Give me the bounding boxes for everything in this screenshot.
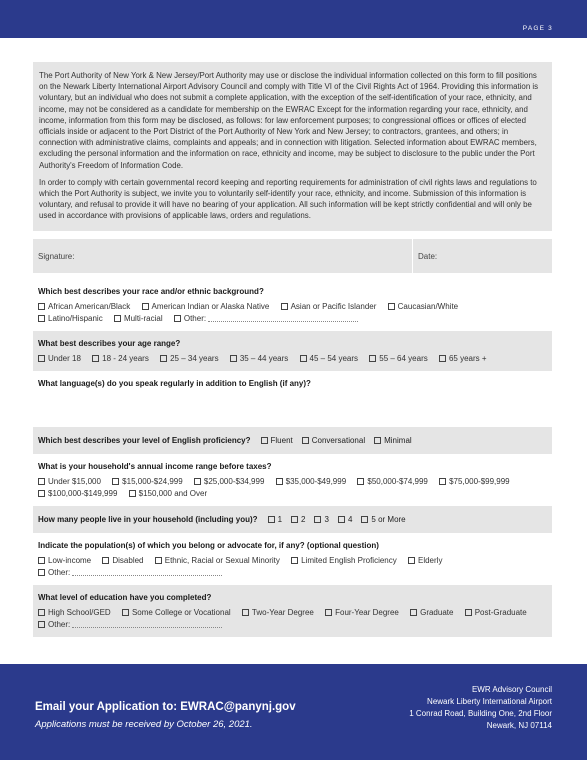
education-section [33, 585, 552, 637]
race-option-multi-racial[interactable]: Multi-racial [114, 313, 163, 325]
english-option[interactable]: Fluent [261, 436, 293, 445]
income-option[interactable]: $100,000-$149,999 [38, 488, 117, 500]
checkbox-icon[interactable] [408, 557, 415, 564]
checkbox-icon[interactable] [268, 516, 275, 523]
checkbox-icon[interactable] [410, 609, 417, 616]
income-section [33, 454, 552, 506]
address-line: Newark Liberty International Airport [427, 697, 552, 706]
checkbox-icon[interactable] [242, 609, 249, 616]
checkbox-icon[interactable] [194, 478, 201, 485]
checkbox-icon[interactable] [38, 355, 45, 362]
education-option[interactable]: Four-Year Degree [325, 607, 399, 619]
mailing-address [409, 684, 552, 732]
race-option-latino[interactable]: Latino/Hispanic [38, 313, 103, 325]
income-option[interactable]: $50,000-$74,999 [357, 476, 428, 488]
education-option-other[interactable]: Other: [38, 619, 222, 631]
language-question: What language(s) do you speak regularly in addition to English (if any)? [38, 378, 311, 388]
education-option[interactable]: High School/GED [38, 607, 111, 619]
race-option-american-indian[interactable]: American Indian or Alaska Native [142, 301, 270, 313]
income-question: What is your household's annual income range before taxes? [38, 461, 272, 471]
checkbox-icon[interactable] [276, 478, 283, 485]
checkbox-icon[interactable] [338, 516, 345, 523]
checkbox-icon[interactable] [38, 557, 45, 564]
age-option[interactable]: 45 – 54 years [300, 353, 358, 365]
english-section [33, 427, 552, 454]
signature-field[interactable] [33, 239, 413, 273]
checkbox-icon[interactable] [129, 490, 136, 497]
age-option[interactable]: 25 – 34 years [160, 353, 218, 365]
race-question: Which best describes your race and/or ethnic background? [38, 286, 264, 296]
population-section [33, 533, 552, 585]
checkbox-icon[interactable] [38, 490, 45, 497]
checkbox-icon[interactable] [302, 437, 309, 444]
checkbox-icon[interactable] [439, 355, 446, 362]
checkbox-icon[interactable] [38, 609, 45, 616]
race-section [33, 279, 552, 331]
checkbox-icon[interactable] [112, 478, 119, 485]
email-instruction: Email your Application to: EWRAC@panynj.gov [35, 701, 296, 713]
population-option[interactable]: Ethnic, Racial or Sexual Minority [155, 555, 280, 567]
education-option[interactable]: Some College or Vocational [122, 607, 231, 619]
age-question: What best describes your age range? [38, 338, 181, 348]
household-option[interactable]: 3 [314, 515, 328, 524]
household-option[interactable]: 1 [268, 515, 282, 524]
checkbox-icon[interactable] [361, 516, 368, 523]
english-option[interactable]: Minimal [374, 436, 412, 445]
address-line: EWR Advisory Council [471, 685, 552, 694]
top-banner [0, 0, 587, 38]
signature-row [33, 239, 552, 273]
race-option-other[interactable]: Other: [174, 313, 358, 325]
checkbox-icon[interactable] [160, 355, 167, 362]
privacy-notice [33, 62, 552, 231]
education-option[interactable]: Two-Year Degree [242, 607, 314, 619]
population-other-input[interactable] [72, 575, 222, 576]
education-option[interactable]: Graduate [410, 607, 453, 619]
education-question: What level of education have you completed? [38, 592, 212, 602]
date-label: Date: [418, 251, 438, 261]
household-question: How many people live in your household (including you)? [38, 514, 258, 524]
english-question: Which best describes your level of English proficiency? [38, 435, 251, 445]
checkbox-icon[interactable] [465, 609, 472, 616]
checkbox-icon[interactable] [38, 569, 45, 576]
age-option[interactable]: 35 – 44 years [230, 353, 288, 365]
checkbox-icon[interactable] [38, 478, 45, 485]
checkbox-icon[interactable] [439, 478, 446, 485]
checkbox-icon[interactable] [38, 621, 45, 628]
income-option[interactable]: $35,000-$49,999 [276, 476, 347, 488]
race-option-caucasian[interactable]: Caucasian/White [388, 301, 458, 313]
education-option[interactable]: Post-Graduate [465, 607, 527, 619]
checkbox-icon[interactable] [388, 303, 395, 310]
household-option[interactable]: 2 [291, 515, 305, 524]
checkbox-icon[interactable] [325, 609, 332, 616]
checkbox-icon[interactable] [291, 516, 298, 523]
english-option[interactable]: Conversational [302, 436, 365, 445]
checkbox-icon[interactable] [174, 315, 181, 322]
checkbox-icon[interactable] [142, 303, 149, 310]
checkbox-icon[interactable] [300, 355, 307, 362]
checkbox-icon[interactable] [369, 355, 376, 362]
population-option[interactable]: Elderly [408, 555, 442, 567]
checkbox-icon[interactable] [38, 315, 45, 322]
income-option[interactable]: $75,000-$99,999 [439, 476, 510, 488]
checkbox-icon[interactable] [314, 516, 321, 523]
checkbox-icon[interactable] [374, 437, 381, 444]
education-other-input[interactable] [72, 627, 222, 628]
population-option[interactable]: Disabled [102, 555, 143, 567]
deadline-note: Applications must be received by October 26, 2021. [35, 719, 253, 730]
page-number: PAGE 3 [522, 25, 553, 32]
privacy-paragraph-1: The Port Authority of New York & New Jersey/Port Authority may use or disclose the individual information collected on this form to fill positions on the Newark Liberty International Airport Advisory Council and comply with Title VI of the Civil Rights Act of 1964. Providing this information is voluntary, but an individual who does not submit a complete application, with the exception of the self-identification of your race, ethnicity, and income, may not be considered as a candidate for membership on the EWRAC Except for the information regarding your race, ethnicity, and income, information from this form may be disclosed, as follows: for law enforcement purposes; to congressional offices or offices of elected officials inside or adjacent to the Port District of the Port Authority of New York and New Jersey; to contractors, grantees, and others; in connection with administrative claims, complaints and appeals; and in connection with litigation. Selected information about EWRAC members, excluding the personal information and the information on race, ethnicity and income, may be subject to disclosure to the public under the Port Authority's Freedom of Information Code. [39, 71, 539, 170]
age-option[interactable]: 18 - 24 years [92, 353, 149, 365]
population-option-other[interactable]: Other: [38, 567, 222, 579]
income-option[interactable]: Under $15,000 [38, 476, 101, 488]
language-section[interactable] [33, 371, 552, 427]
population-option[interactable]: Limited English Proficiency [291, 555, 397, 567]
date-field[interactable] [413, 239, 552, 273]
form-content [33, 62, 552, 637]
address-line: 1 Conrad Road, Building One, 2nd Floor [409, 709, 552, 718]
population-option[interactable]: Low-income [38, 555, 91, 567]
household-option[interactable]: 4 [338, 515, 352, 524]
household-option[interactable]: 5 or More [361, 515, 405, 524]
signature-label: Signature: [38, 251, 75, 261]
age-option[interactable]: 55 – 64 years [369, 353, 427, 365]
race-option-asian[interactable]: Asian or Pacific Islander [281, 301, 377, 313]
footer-banner [0, 664, 587, 760]
checkbox-icon[interactable] [122, 609, 129, 616]
checkbox-icon[interactable] [92, 355, 99, 362]
income-option[interactable]: $150,000 and Over [129, 488, 208, 500]
checkbox-icon[interactable] [102, 557, 109, 564]
address-line: Newark, NJ 07114 [486, 721, 552, 730]
age-option[interactable]: Under 18 [38, 353, 81, 365]
income-option[interactable]: $25,000-$34,999 [194, 476, 265, 488]
checkbox-icon[interactable] [281, 303, 288, 310]
checkbox-icon[interactable] [155, 557, 162, 564]
household-section [33, 506, 552, 533]
checkbox-icon[interactable] [38, 303, 45, 310]
race-option-african-american[interactable]: African American/Black [38, 301, 130, 313]
race-other-input[interactable] [208, 321, 358, 322]
checkbox-icon[interactable] [114, 315, 121, 322]
age-section [33, 331, 552, 371]
checkbox-icon[interactable] [291, 557, 298, 564]
privacy-paragraph-2: In order to comply with certain governmental record keeping and reporting requirements for administration of civil rights laws and regulations to which the Port Authority is subject, we invite you to voluntarily self-identify your race, ethnicity, and income. Submission of this information is voluntary, and refusal to provide it will have no bearing of your application. All such information will be kept strictly confidential and will only be used in accordance with provisions of applicable laws, orders and regulations. [39, 177, 537, 221]
checkbox-icon[interactable] [261, 437, 268, 444]
checkbox-icon[interactable] [357, 478, 364, 485]
income-option[interactable]: $15,000-$24,999 [112, 476, 183, 488]
checkbox-icon[interactable] [230, 355, 237, 362]
population-question: Indicate the population(s) of which you belong or advocate for, if any? (optional question) [38, 540, 379, 550]
age-option[interactable]: 65 years + [439, 353, 487, 365]
